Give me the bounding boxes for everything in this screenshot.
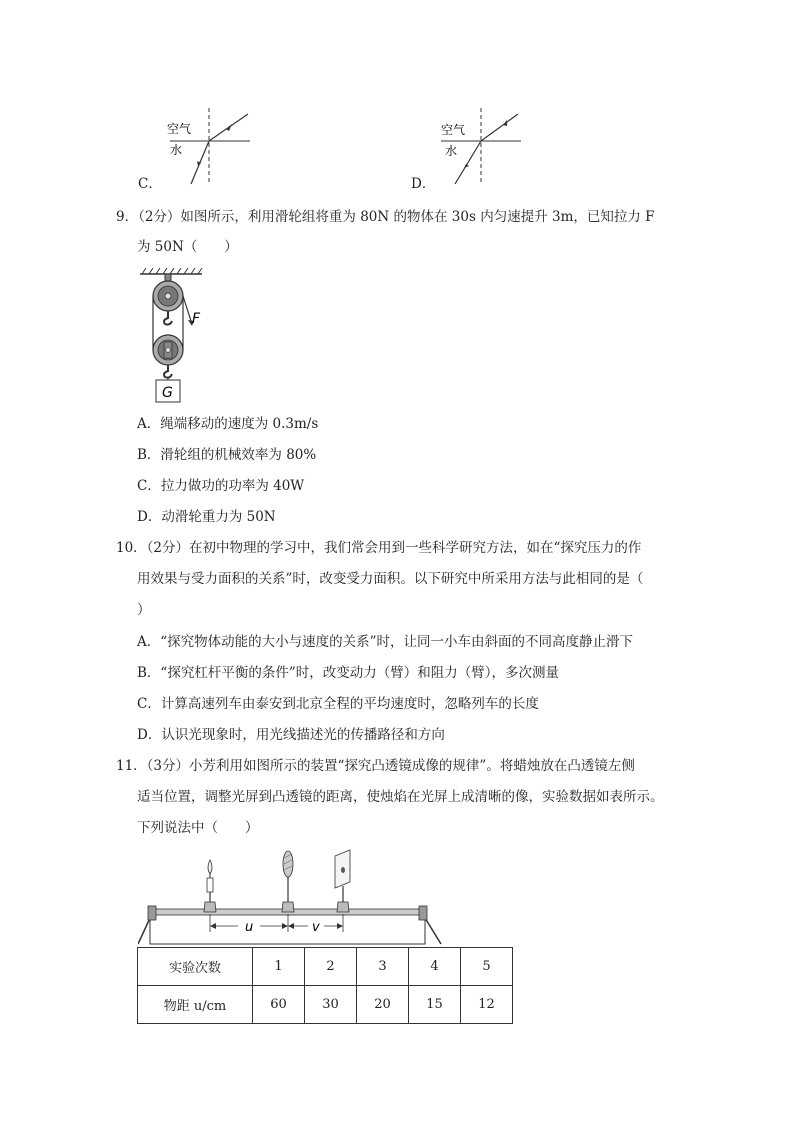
q9-option-d: D．动滑轮重力为 50N: [137, 509, 276, 525]
q11-stem-line1: 11．（3分）小芳利用如图所示的装置“探究凸透镜成像的规律”。将蜡烛放在凸透镜左侧: [116, 758, 635, 774]
q11-stem-line2: 适当位置，调整光屏到凸透镜的距离，使烛焰在光屏上成清晰的像，实验数据如表所示。: [137, 789, 664, 805]
force-label: F: [192, 311, 201, 327]
table-cell: 60: [253, 986, 305, 1024]
table-header-trial: 实验次数: [138, 948, 253, 986]
q9-option-a: A．绳端移动的速度为 0.3m/s: [137, 416, 319, 432]
table-header-object-distance: 物距 u/cm: [138, 986, 253, 1024]
table-cell: 5: [461, 948, 513, 986]
water-label-c: 水: [170, 143, 183, 157]
water-label-d: 水: [445, 144, 458, 158]
table-row: [138, 948, 513, 986]
table-cell: 12: [461, 986, 513, 1024]
table-cell: 1: [253, 948, 305, 986]
q10-option-d: D．认识光现象时，用光线描述光的传播路径和方向: [137, 727, 445, 743]
option-d-label: D．: [411, 176, 436, 192]
pulley-diagram: [138, 268, 218, 404]
v-label: v: [312, 920, 320, 935]
table-cell: 2: [305, 948, 357, 986]
q10-option-a: A．“探究物体动能的大小与速度的关系”时，让同一小车由斜面的不同高度静止滑下: [137, 634, 634, 650]
q10-stem-line2: 用效果与受力面积的关系”时，改变受力面积。以下研究中所采用方法与此相同的是（: [137, 571, 644, 587]
table-cell: 15: [409, 986, 461, 1024]
optical-bench-diagram: [138, 848, 443, 948]
weight-label: G: [162, 385, 173, 401]
table-cell: 3: [357, 948, 409, 986]
refraction-diagram-c: [160, 104, 270, 188]
table-cell: 4: [409, 948, 461, 986]
q9-option-b: B．滑轮组的机械效率为 80%: [137, 447, 317, 463]
q10-option-b: B．“探究杠杆平衡的条件”时，改变动力（臂）和阻力（臂），多次测量: [137, 665, 559, 681]
q10-stem-line3: ）: [137, 602, 151, 618]
refraction-diagram-d: [433, 104, 543, 188]
table-cell: 30: [305, 986, 357, 1024]
q9-stem-line2: 为 50N（ ）: [137, 239, 238, 255]
q9-option-c: C．拉力做功的功率为 40W: [137, 478, 305, 494]
q9-stem-line1: 9．（2分）如图所示，利用滑轮组将重为 80N 的物体在 30s 内匀速提升 3m，已知拉力 F: [116, 209, 655, 225]
experiment-data-table: [137, 947, 513, 1024]
air-label-d: 空气: [441, 123, 466, 137]
u-label: u: [245, 920, 254, 935]
table-row: [138, 986, 513, 1024]
q10-option-c: C．计算高速列车由泰安到北京全程的平均速度时，忽略列车的长度: [137, 696, 539, 712]
option-c-label: C．: [138, 176, 162, 192]
q11-stem-line3: 下列说法中（ ）: [137, 820, 259, 836]
q10-stem-line1: 10．（2分）在初中物理的学习中，我们常会用到一些科学研究方法，如在“探究压力的作: [116, 540, 642, 556]
table-cell: 20: [357, 986, 409, 1024]
air-label-c: 空气: [167, 122, 192, 136]
